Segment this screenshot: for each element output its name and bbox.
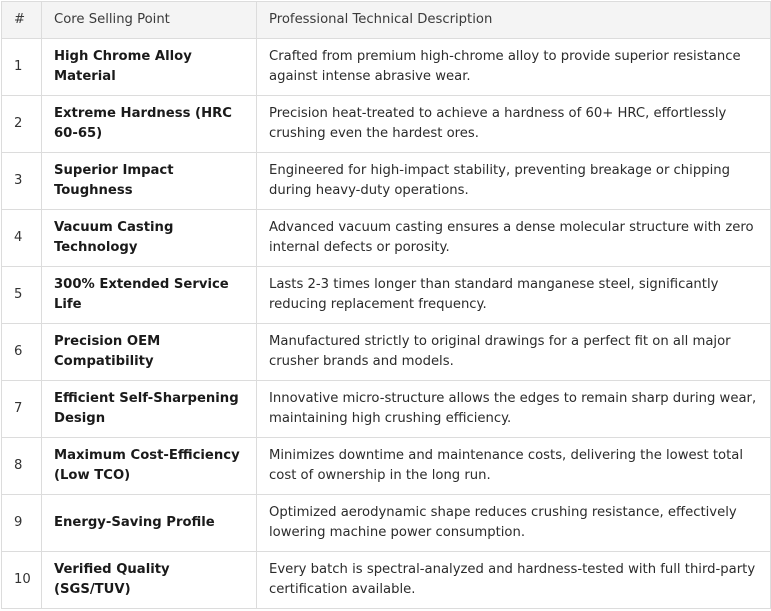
selling-point: Vacuum Casting Technology	[42, 210, 257, 267]
table-row	[2, 210, 771, 267]
table-row	[2, 96, 771, 153]
table-row	[2, 267, 771, 324]
selling-points-table	[1, 1, 771, 609]
selling-point: Energy-Saving Profile	[42, 495, 257, 552]
selling-point: Superior Impact Toughness	[42, 153, 257, 210]
header-technical-description: Professional Technical Description	[257, 2, 771, 39]
row-number: 3	[2, 153, 42, 210]
technical-description: Optimized aerodynamic shape reduces crushing resistance, effectively lowering machine power consumption.	[257, 495, 771, 552]
table-row	[2, 495, 771, 552]
table-header	[2, 2, 771, 39]
row-number: 9	[2, 495, 42, 552]
row-number: 8	[2, 438, 42, 495]
row-number: 10	[2, 552, 42, 609]
row-number: 2	[2, 96, 42, 153]
table-row	[2, 438, 771, 495]
technical-description: Engineered for high-impact stability, preventing breakage or chipping during heavy-duty operations.	[257, 153, 771, 210]
technical-description: Precision heat-treated to achieve a hardness of 60+ HRC, effortlessly crushing even the hardest ores.	[257, 96, 771, 153]
table-row	[2, 39, 771, 96]
selling-point: Efficient Self-Sharpening Design	[42, 381, 257, 438]
table-row	[2, 552, 771, 609]
table-row	[2, 153, 771, 210]
row-number: 4	[2, 210, 42, 267]
header-core-selling-point: Core Selling Point	[42, 2, 257, 39]
selling-point: Maximum Cost-Efficiency (Low TCO)	[42, 438, 257, 495]
technical-description: Manufactured strictly to original drawings for a perfect fit on all major crusher brands and models.	[257, 324, 771, 381]
technical-description: Lasts 2-3 times longer than standard manganese steel, significantly reducing replacement frequency.	[257, 267, 771, 324]
selling-point: Extreme Hardness (HRC 60-65)	[42, 96, 257, 153]
table-body	[2, 39, 771, 609]
selling-point: Verified Quality (SGS/TUV)	[42, 552, 257, 609]
table-row	[2, 381, 771, 438]
technical-description: Crafted from premium high-chrome alloy to provide superior resistance against intense abrasive wear.	[257, 39, 771, 96]
table-row	[2, 324, 771, 381]
technical-description: Innovative micro-structure allows the edges to remain sharp during wear, maintaining high crushing efficiency.	[257, 381, 771, 438]
selling-point: 300% Extended Service Life	[42, 267, 257, 324]
header-row	[2, 2, 771, 39]
technical-description: Minimizes downtime and maintenance costs, delivering the lowest total cost of ownership in the long run.	[257, 438, 771, 495]
technical-description: Advanced vacuum casting ensures a dense molecular structure with zero internal defects or porosity.	[257, 210, 771, 267]
selling-point: Precision OEM Compatibility	[42, 324, 257, 381]
row-number: 6	[2, 324, 42, 381]
row-number: 7	[2, 381, 42, 438]
technical-description: Every batch is spectral-analyzed and hardness-tested with full third-party certification available.	[257, 552, 771, 609]
header-number: #	[2, 2, 42, 39]
row-number: 1	[2, 39, 42, 96]
row-number: 5	[2, 267, 42, 324]
selling-point: High Chrome Alloy Material	[42, 39, 257, 96]
